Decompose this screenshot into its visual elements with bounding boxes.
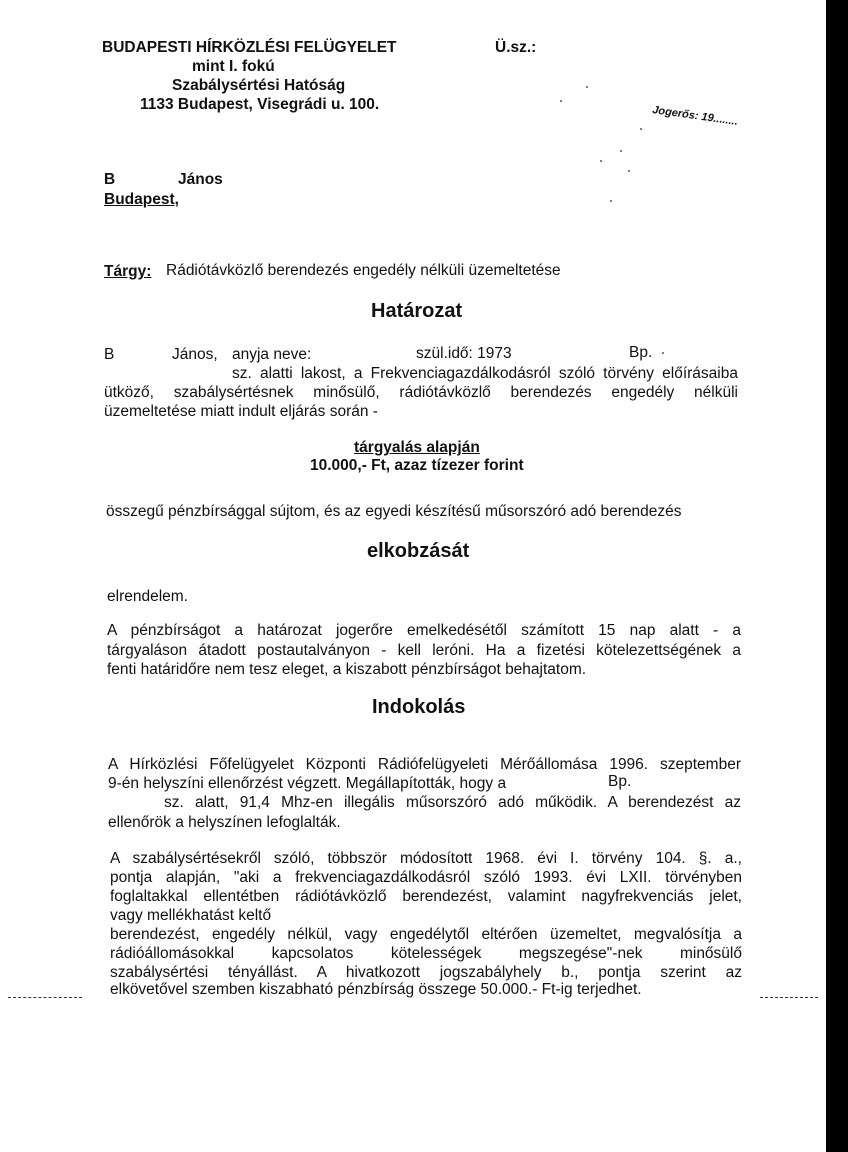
fine-sentence: összegű pénzbírsággal sújtom, és az egyedi készítésű műsorszóró adó berendezés — [106, 503, 682, 520]
legal-force-stamp: Jogerős: 19........ — [651, 104, 739, 128]
recipient-initial: B — [104, 171, 116, 188]
birth-date: szül.idő: 1973 — [416, 345, 512, 362]
payment-line-3: fenti határidőre nem tesz eleget, a kiszabott pénzbírságot behajtatom. — [107, 661, 587, 678]
fold-line-left — [8, 997, 82, 998]
defendant-initial: B — [104, 346, 115, 363]
reasoning-p1-line-2: 9-én helyszíni ellenőrzést végzett. Megállapították, hogy a — [108, 775, 507, 792]
payment-line-1: A pénzbírságot a határozat jogerőre emelkedésétől számított 15 nap alatt - a — [107, 622, 741, 639]
scan-edge — [826, 0, 848, 1152]
reasoning-p2-line-4: vagy mellékhatást keltő — [110, 907, 272, 924]
reasoning-p2-line-5: berendezést, engedély nélkül, vagy engedélytől eltérően üzemeltet, megvalósítja a — [110, 926, 742, 943]
reasoning-p2-line-7: szabálysértési tényállást. A hivatkozott jogszabályhely b., pontja szerint az — [110, 964, 742, 981]
birth-place: Bp. — [629, 344, 653, 361]
reasoning-p1-place: Bp. — [608, 773, 632, 790]
authority-name: BUDAPESTI HÍRKÖZLÉSI FELÜGYELET — [102, 39, 397, 56]
fine-amount: 10.000,- Ft, azaz tízezer forint — [310, 457, 524, 474]
recipient-first-name: János — [178, 171, 223, 188]
confiscation-title: elkobzását — [367, 540, 470, 562]
defendant-name: János, — [172, 346, 218, 363]
reasoning-p1-line-1: A Hírközlési Főfelügyelet Központi Rádiófelügyeleti Mérőállomása 1996. szeptember — [108, 756, 741, 773]
reasoning-p2-line-1: A szabálysértésekről szóló, többször módosított 1968. évi I. törvény 104. §. a., — [110, 850, 742, 867]
decision-title: Határozat — [371, 300, 463, 322]
authority-type: Szabálysértési Hatóság — [172, 77, 346, 94]
decision-line-3: ütköző, szabálysértésnek minősülő, rádiótávközlő berendezés engedély nélküli — [104, 384, 738, 401]
reasoning-p2-line-2: pontja alapján, "aki a frekvenciagazdálkodásról szóló 1993. évi LXII. törvényben — [110, 869, 742, 886]
recipient-city: Budapest, — [104, 191, 179, 208]
payment-line-2: tárgyaláson átadott postautalványon - kell leróni. Ha a fizetési kötelezettségének a — [107, 642, 741, 659]
subject-text: Rádiótávközlő berendezés engedély nélküli üzemeltetése — [166, 262, 561, 279]
decision-line-2: sz. alatti lakost, a Frekvenciagazdálkodásról szóló törvény előírásaiba — [232, 365, 738, 382]
reasoning-p1-line-4: ellenőrök a helyszínen lefoglalták. — [108, 814, 341, 831]
subject-label: Tárgy: — [104, 263, 152, 280]
order-word: elrendelem. — [107, 588, 188, 605]
fold-line-right — [760, 997, 818, 998]
reasoning-p2-line-8: elkövetővel szemben kiszabható pénzbírság összege 50.000.- Ft-ig terjedhet. — [110, 981, 642, 998]
decision-basis: tárgyalás alapján — [354, 439, 480, 456]
reference-label: Ü.sz.: — [495, 39, 537, 56]
decision-line-4: üzemeltetése miatt indult eljárás során - — [104, 403, 378, 420]
reasoning-p1-line-3: sz. alatt, 91,4 Mhz-en illegális műsorszóró adó működik. A berendezést az — [164, 794, 741, 811]
mother-name-label: anyja neve: — [232, 346, 312, 363]
reasoning-p2-line-3: foglaltakkal ellentétben rádiótávközlő berendezést, valamint nagyfrekvenciás jelet, — [110, 888, 742, 905]
authority-level: mint I. fokú — [192, 58, 275, 75]
reasoning-title: Indokolás — [372, 696, 466, 718]
reasoning-p2-line-6: rádióállomásokkal kapcsolatos kötelességek megszegése"-nek minősülő — [110, 945, 742, 962]
authority-address: 1133 Budapest, Visegrádi u. 100. — [140, 96, 380, 113]
